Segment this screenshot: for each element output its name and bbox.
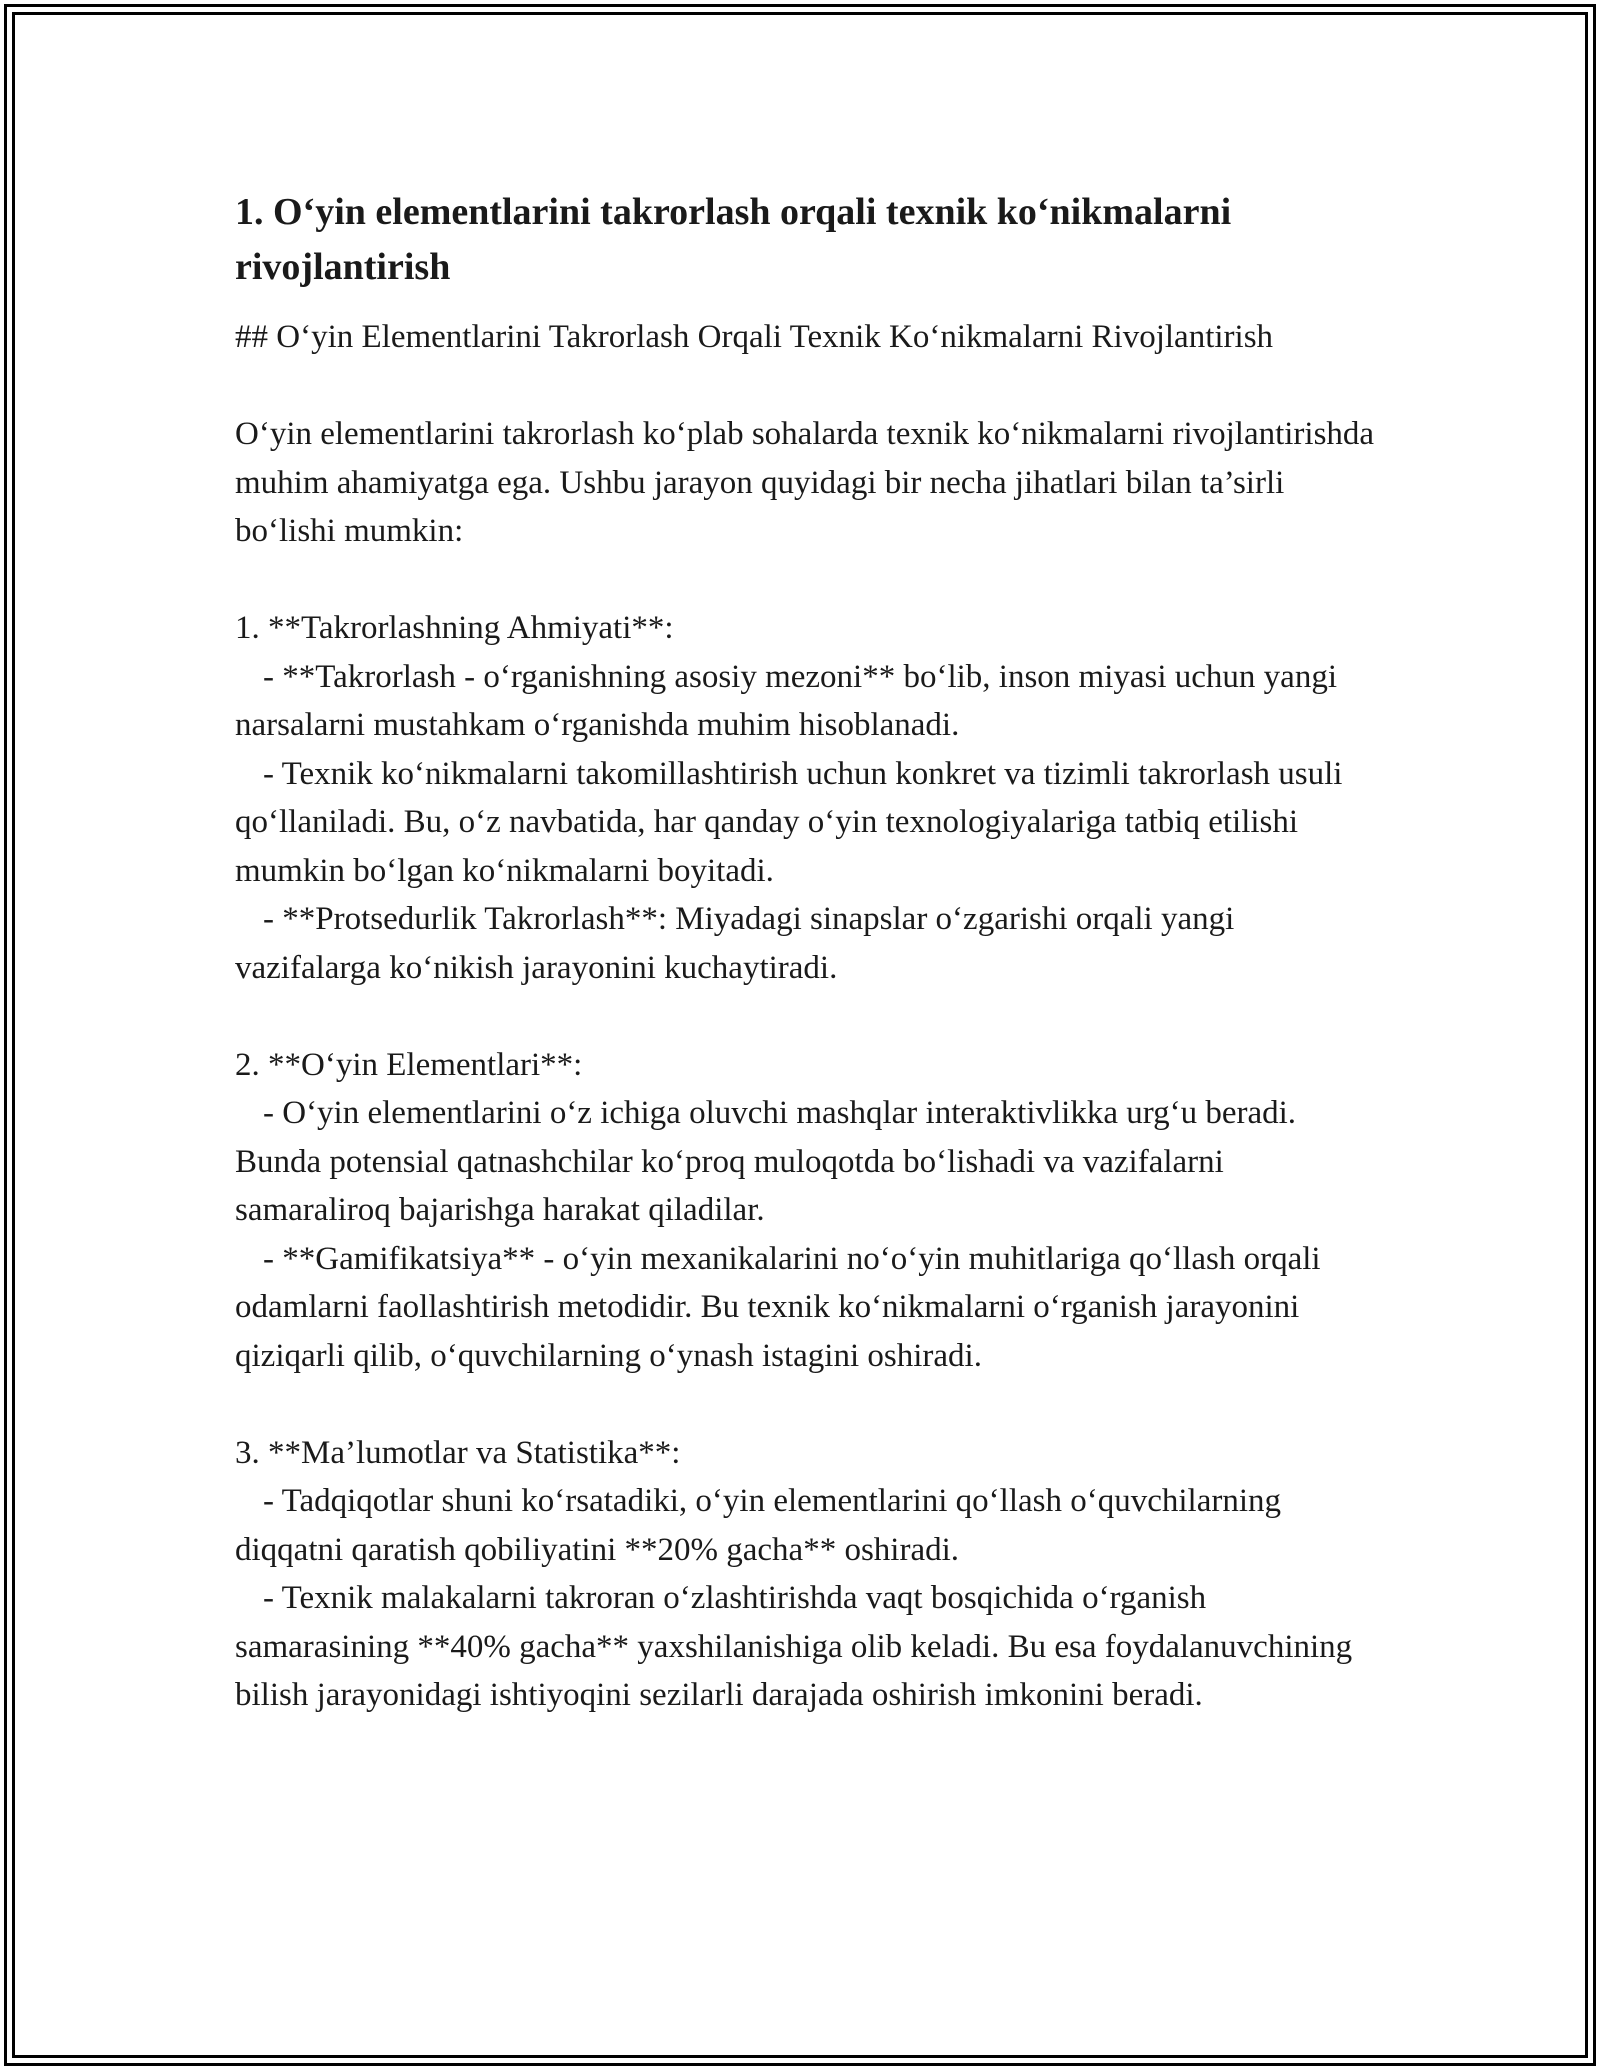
section-heading: 3. **Ma’lumotlar va Statistika**: [235, 1434, 681, 1471]
list-item: - **Protsedurlik Takrorlash**: Miyadagi sinapslar o‘zgarishi orqali yangi vazifalarga ko‘nikish jarayonini kuchaytiradi. [235, 901, 1235, 986]
list-item: - **Gamifikatsiya** - o‘yin mexanikalarini no‘o‘yin muhitlariga qo‘llash orqali odamlarni faollashtirish metodidir. Bu texnik ko‘nikmalarni o‘rganish jarayonini qiziqarli qilib, o‘quvchilarning o‘ynash istagini oshiradi. [235, 1240, 1321, 1374]
paragraph-gap [235, 1380, 1385, 1429]
list-item: - Texnik ko‘nikmalarni takomillashtirish uchun konkret va tizimli takrorlash usuli qo‘llaniladi. Bu, o‘z navbatida, har qanday o‘yin texnologiyalariga tatbiq etilishi mumkin bo‘lgan ko‘nikmalarni boyitadi. [235, 755, 1343, 889]
list-item: - **Takrorlash - o‘rganishning asosiy mezoni** bo‘lib, inson miyasi uchun yangi narsalarni mustahkam o‘rganishda muhim hisoblanadi. [235, 658, 1337, 743]
intro-paragraph: O‘yin elementlarini takrorlash ko‘plab sohalarda texnik ko‘nikmalarni rivojlantirishda muhim ahamiyatga ega. Ushbu jarayon quyidagi bir necha jihatlari bilan ta’sirli bo‘lishi mumkin: [235, 416, 1375, 549]
document-body [235, 185, 1385, 1720]
list-item: - O‘yin elementlarini o‘z ichiga oluvchi mashqlar interaktivlikka urg‘u beradi. Bunda potensial qatnashchilar ko‘proq muloqotda bo‘lishadi va vazifalarni samaraliroq bajarishga harakat qiladilar. [235, 1095, 1297, 1228]
list-item: - Texnik malakalarni takroran o‘zlashtirishda vaqt bosqichida o‘rganish samarasining **40% gacha** yaxshilanishiga olib keladi. Bu esa foydalanuvchining bilish jarayonidagi ishtiyoqini sezilarli darajada oshirish imkonini beradi. [235, 1580, 1353, 1713]
document-title: 1. O‘yin elementlarini takrorlash orqali texnik ko‘nikmalarni rivojlantirish [235, 191, 1232, 288]
paragraph-gap [235, 362, 1385, 411]
list-item: - Tadqiqotlar shuni ko‘rsatadiki, o‘yin elementlarini qo‘llash o‘quvchilarning diqqatni qaratish qobiliyatini **20% gacha** oshiradi. [235, 1483, 1282, 1568]
section-heading: 2. **O‘yin Elementlari**: [235, 1046, 583, 1083]
paragraph-gap [235, 992, 1385, 1041]
paragraph-gap [235, 556, 1385, 605]
section-heading: 1. **Takrorlashning Ahmiyati**: [235, 610, 674, 646]
markdown-heading: ## O‘yin Elementlarini Takrorlash Orqali Texnik Ko‘nikmalarni Rivojlantirish [235, 319, 1274, 355]
